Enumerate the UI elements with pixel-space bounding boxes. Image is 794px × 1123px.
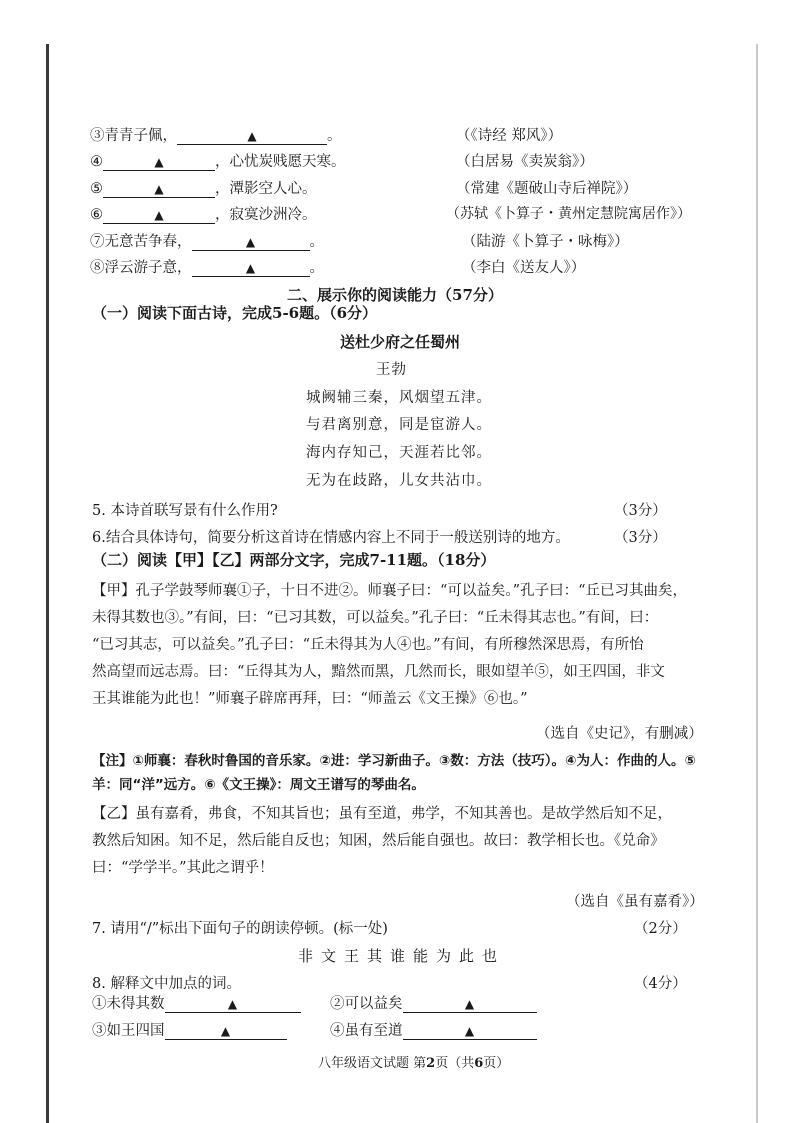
question-6: 6.结合具体诗句，简要分析这首诗在情感内容上不同于一般送别诗的地方。 (92, 530, 570, 546)
fill-line-8: ⑧浮云游子意， ▲ 。 (90, 260, 324, 276)
question-5-score: （3分） (614, 503, 667, 519)
fill-line-5: ⑤ ▲ ，潭影空人心。 (90, 181, 317, 197)
passage-line: 曰：“学学半。”其此之谓乎！ (92, 860, 274, 876)
fill-line-3: ③青青子佩， ▲ 。 (90, 128, 342, 144)
answer-blank[interactable]: ▲ (165, 998, 301, 1013)
poem-line: 无为在歧路，儿女共沾巾。 (306, 473, 492, 489)
question-8-score: （4分） (634, 976, 687, 992)
passage-yi-source: （选自《虽有嘉肴》） (566, 894, 704, 910)
fill-line-7: ⑦无意苦争春， ▲ 。 (90, 234, 324, 250)
question-7-sentence[interactable]: 非文王其谁能为此也 (298, 947, 506, 965)
source-5: （常建《题破山寺后禅院》） (456, 181, 638, 197)
answer-blank[interactable]: ▲ (165, 1025, 287, 1040)
passage-line: 教然后知困。知不足，然后能自反也；知困，然后能自强也。故曰：教学相长也。《兑命》 (92, 833, 665, 849)
answer-blank[interactable]: ▲ (403, 998, 537, 1013)
notes (92, 749, 696, 797)
source-7: （陆游《卜算子・咏梅》） (462, 234, 629, 250)
question-5: 5. 本诗首联写景有什么作用? (92, 503, 278, 519)
poem-line: 海内存知己，天涯若比邻。 (306, 445, 492, 461)
q8-item-3: ③如王四国 ▲ (92, 1019, 287, 1040)
fill-line-4: ④ ▲ ，心忧炭贱愿天寒。 (90, 154, 346, 170)
answer-blank[interactable]: ▲ (403, 1025, 537, 1040)
source-6: （苏轼《卜算子・黄州定慧院寓居作》） (446, 206, 691, 222)
answer-blank[interactable]: ▲ (177, 130, 327, 145)
passage-jia (92, 578, 687, 713)
poem-author: 王勃 (376, 362, 407, 378)
passage-line: 王其谁能为此也！”师襄子辟席再拜，曰：“师盖云《文王操》⑥也。” (92, 691, 528, 707)
answer-blank[interactable]: ▲ (103, 183, 215, 198)
poem-line: 城阙辅三秦，风烟望五津。 (306, 390, 492, 406)
passage-line: 然高望而远志焉。曰：“丘得其为人，黯然而黑，几然而长，眼如望羊⑤，如王四国，非文 (92, 664, 665, 680)
page-right-edge (756, 44, 758, 1123)
source-4: （白居易《卖炭翁》） (456, 154, 594, 170)
part1-heading: （一）阅读下面古诗，完成5-6题。（6分） (92, 304, 378, 322)
fill-line-6: ⑥ ▲ ，寂寞沙洲冷。 (90, 207, 317, 223)
passage-line: “已习其志，可以益矣。”孔子曰：“丘未得其为人④也。”有间，有所穆然深思焉，有所怡 (92, 637, 644, 653)
passage-line: 【乙】虽有嘉肴，弗食，不知其旨也；虽有至道，弗学，不知其善也。是故学然后知不足， (92, 806, 672, 822)
note-line: 【注】①师襄：春秋时鲁国的音乐家。②进：学习新曲子。③数：方法（技巧）。④为人：作曲的人。⑤ (92, 753, 696, 769)
answer-blank[interactable]: ▲ (103, 156, 215, 171)
poem-title: 送杜少府之任蜀州 (340, 333, 461, 351)
passage-yi (92, 801, 672, 882)
question-7: 7. 请用“/”标出下面句子的朗读停顿。(标一处) (92, 921, 388, 937)
answer-blank[interactable]: ▲ (192, 236, 310, 251)
q8-item-4: ④虽有至道 ▲ (330, 1019, 537, 1040)
passage-line: 【甲】孔子学鼓琴师襄①子，十日不进②。师襄子曰：“可以益矣。”孔子曰：“丘已习其曲矣， (92, 583, 687, 599)
q8-item-1: ①未得其数 ▲ (92, 992, 301, 1013)
page-left-edge (46, 44, 49, 1123)
question-8: 8. 解释文中加点的词。 (92, 976, 241, 992)
source-8: （李白《送友人》） (462, 260, 586, 276)
page-footer: 八年级语文试题 第2页（共6页） (318, 1056, 510, 1071)
source-3: （《诗经 郑风》） (456, 128, 563, 144)
q8-item-2: ②可以益矣 ▲ (330, 992, 537, 1013)
section2-heading: 二、展示你的阅读能力（57分） (287, 286, 503, 304)
part2-heading: （二）阅读【甲】【乙】两部分文字，完成7-11题。（18分） (92, 551, 496, 569)
poem-line: 与君离别意，同是宦游人。 (306, 417, 492, 433)
question-6-score: （3分） (614, 530, 667, 546)
question-7-score: （2分） (634, 921, 687, 937)
note-line: 羊：同“洋”远方。⑥《文王操》：周文王谱写的琴曲名。 (92, 777, 425, 793)
passage-jia-source: （选自《史记》，有删减） (536, 726, 703, 742)
answer-blank[interactable]: ▲ (192, 262, 310, 277)
answer-blank[interactable]: ▲ (103, 209, 215, 224)
passage-line: 未得其数也③。”有间，曰：“已习其数，可以益矣。”孔子曰：“丘未得其志也。”有间，曰： (92, 610, 659, 626)
